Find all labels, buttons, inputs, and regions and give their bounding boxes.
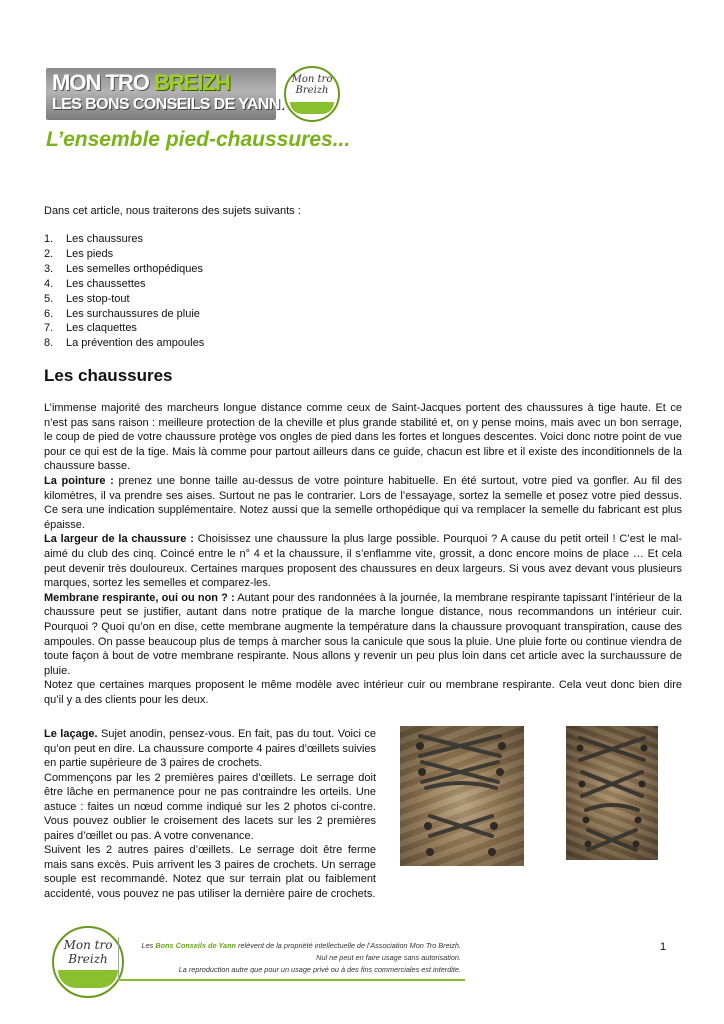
article-body — [44, 401, 682, 707]
toc-label: Les claquettes — [66, 322, 137, 335]
footer-line-2: Nul ne peut en faire usage sans autorisation. — [316, 953, 461, 962]
paragraph-text: Sujet anodin, pensez-vous. En fait, pas du tout. Voici ce qu’on peut en dire. La chaussure comporte 4 paires d’œillets suivies en partie supérieure de 3 paires de crochets. — [44, 728, 377, 769]
toc-item — [44, 232, 204, 247]
toc-item — [44, 247, 204, 262]
toc-label: Les pieds — [66, 247, 114, 260]
footer-brand: Bons Conseils de Yann — [155, 941, 237, 950]
header-banner — [46, 68, 333, 122]
footer-logo-text: Mon tro Breizh — [63, 938, 113, 966]
banner-title — [52, 70, 230, 96]
paragraph-note: Notez que certaines marques proposent le même modèle avec intérieur cuir ou membrane respirante. Cela veut donc bien dire qu’il y a des clients pour les deux. — [44, 679, 682, 706]
paragraph-text: prenez une bonne taille au-dessus de votre pointure habituelle. En été surtout, votre pied va gonfler. Au fil des kilomètres, il va prendre ses aises. Surtout ne pas le contrarier. Lors de l’essayage, sortez la semelle et posez votre pied dessus. Ce sera une indication supplémentaire. Notez aussi que la semelle orthopédique qui va remplacer la semelle du fabricant est plus épaisse. — [44, 474, 682, 531]
toc-number: 1. — [44, 233, 54, 245]
paragraph-text: Autant pour des randonnées à la journée, la membrane respirante tapissant l’intérieur de la chaussure peut se justifier, autant dans notre pratique de la marche longue distance, nous recommandons un intérieur cuir. Pourquoi ? Quoi qu’on en dise, cette membrane augmente la température dans la chaussure provoquant transpiration, cause des ampoules. On passe beaucoup plus de temps à marcher sous la canicule que sous la pluie. Une pluie forte ou continue viendra de toute façon à bout de votre membrane respirante. Nous allons y revenir un peu plus loin dans cet article avec la surchaussure de pluie. — [44, 591, 682, 677]
footer-line-1-pre: Les — [141, 941, 156, 950]
toc-item — [44, 336, 204, 351]
footer-notice — [118, 937, 465, 981]
toc-number: 6. — [44, 307, 54, 320]
toc-label: La prévention des ampoules — [66, 337, 205, 350]
paragraph-text: Choisissez une chaussure la plus large possible. Pourquoi ? A cause du petit orteil ! C’est le mal-aimé du club des cinq. Coincé entre le n° 4 et la chaussure, il s’enflamme vite, grossit, a donc encore moins de place … Et cela peut devenir très douloureux. Certaines marques proposent des chaussures en deux largeurs. Si vous avez devant vous plusieurs marques, sortez les semelles et comparez-les. — [44, 533, 682, 590]
toc-number: 8. — [44, 337, 54, 350]
toc-item — [44, 321, 204, 336]
toc-label: Les chaussures — [66, 233, 144, 245]
logo-grass — [290, 102, 334, 114]
toc-item — [44, 262, 204, 277]
toc-label: Les semelles orthopédiques — [66, 262, 203, 275]
lacing-section — [44, 727, 376, 901]
toc-number: 7. — [44, 322, 54, 335]
association-logo — [284, 66, 340, 122]
paragraph-membrane — [44, 591, 682, 679]
lace-pattern-1 — [400, 726, 524, 866]
footer-line-1-post: relèvent de la propriété intellectuelle de l’Association Mon Tro Breizh. — [236, 941, 461, 950]
lace-pattern-2 — [566, 726, 658, 860]
banner-title-green: BREIZH — [154, 70, 230, 95]
banner-title-white: MON TRO — [52, 70, 149, 95]
paragraph-heading: La largeur de la chaussure : — [44, 533, 194, 546]
toc-label: Les stop-tout — [66, 292, 130, 305]
paragraph-intro: L’immense majorité des marcheurs longue distance comme ceux de Saint-Jacques portent des chaussures à tige haute. Et ce n’est pas sans raison : meilleure protection de la cheville et plus grande stabilité et, on y pense moins, mais avec un bon serrage, le coup de pied de votre chaussure protège vos ongles de pied dans les fortes et longues descentes. Voici donc notre point de vue pour ce qui est de la tige. Mais là comme pour partout ailleurs dans ce guide, chacun est libre et il existe des inconditionnels de la chaussure basse. — [44, 402, 682, 473]
toc-number: 2. — [44, 247, 54, 260]
banner-subtitle: LES BONS CONSEILS DE YANN. — [52, 96, 284, 113]
toc-number: 3. — [44, 262, 54, 275]
footer-logo — [52, 926, 124, 998]
table-of-contents — [44, 232, 204, 351]
page-number: 1 — [660, 941, 667, 953]
boot-lacing-photo-2 — [566, 726, 658, 860]
paragraph-largeur — [44, 532, 682, 590]
paragraph-heading: Le laçage. — [44, 728, 98, 740]
paragraph-heading: La pointure : — [44, 474, 114, 487]
logo-text: Mon tro Breizh — [291, 74, 333, 96]
toc-item — [44, 292, 204, 307]
paragraph-lacage — [44, 727, 376, 771]
paragraph-lacage-2: Commençons par les 2 premières paires d’œillets. Le serrage doit être lâche en permanence pour ne pas contraindre les orteils. Une astuce : faites un nœud comme indiqué sur les 2 photos ci-contre. Vous pouvez oublier le croisement des lacets sur les 2 premières paires d’œillet ou pas. A votre convenance. — [44, 771, 376, 842]
toc-number: 5. — [44, 292, 54, 305]
footer-logo-grass — [58, 970, 118, 988]
toc-item — [44, 307, 204, 322]
paragraph-lacage-3: Suivent les 2 autres paires d’œillets. Le serrage doit être ferme mais sans excès. Puis arrivent les 3 paires de crochets. Un serrage souple est recommandé. Notez que sur terrain plat ou faiblement accidenté, vous pouvez ne pas utiliser la dernière paire de crochets. — [44, 844, 376, 900]
paragraph-heading: Membrane respirante, oui ou non ? : — [44, 591, 235, 604]
toc-label: Les surchaussures de pluie — [66, 307, 200, 320]
section-heading: Les chaussures — [44, 366, 173, 385]
footer-line-1 — [142, 941, 461, 950]
boot-lacing-photo-1 — [400, 726, 524, 866]
paragraph-pointure — [44, 474, 682, 532]
intro-text: Dans cet article, nous traiterons des sujets suivants : — [44, 205, 301, 217]
toc-label: Les chaussettes — [66, 277, 146, 290]
page-title: L’ensemble pied-chaussures... — [46, 128, 351, 151]
footer-line-3: La reproduction autre que pour un usage privé ou à des fins commerciales est interdite. — [178, 965, 461, 974]
toc-number: 4. — [44, 277, 54, 290]
toc-item — [44, 277, 204, 292]
